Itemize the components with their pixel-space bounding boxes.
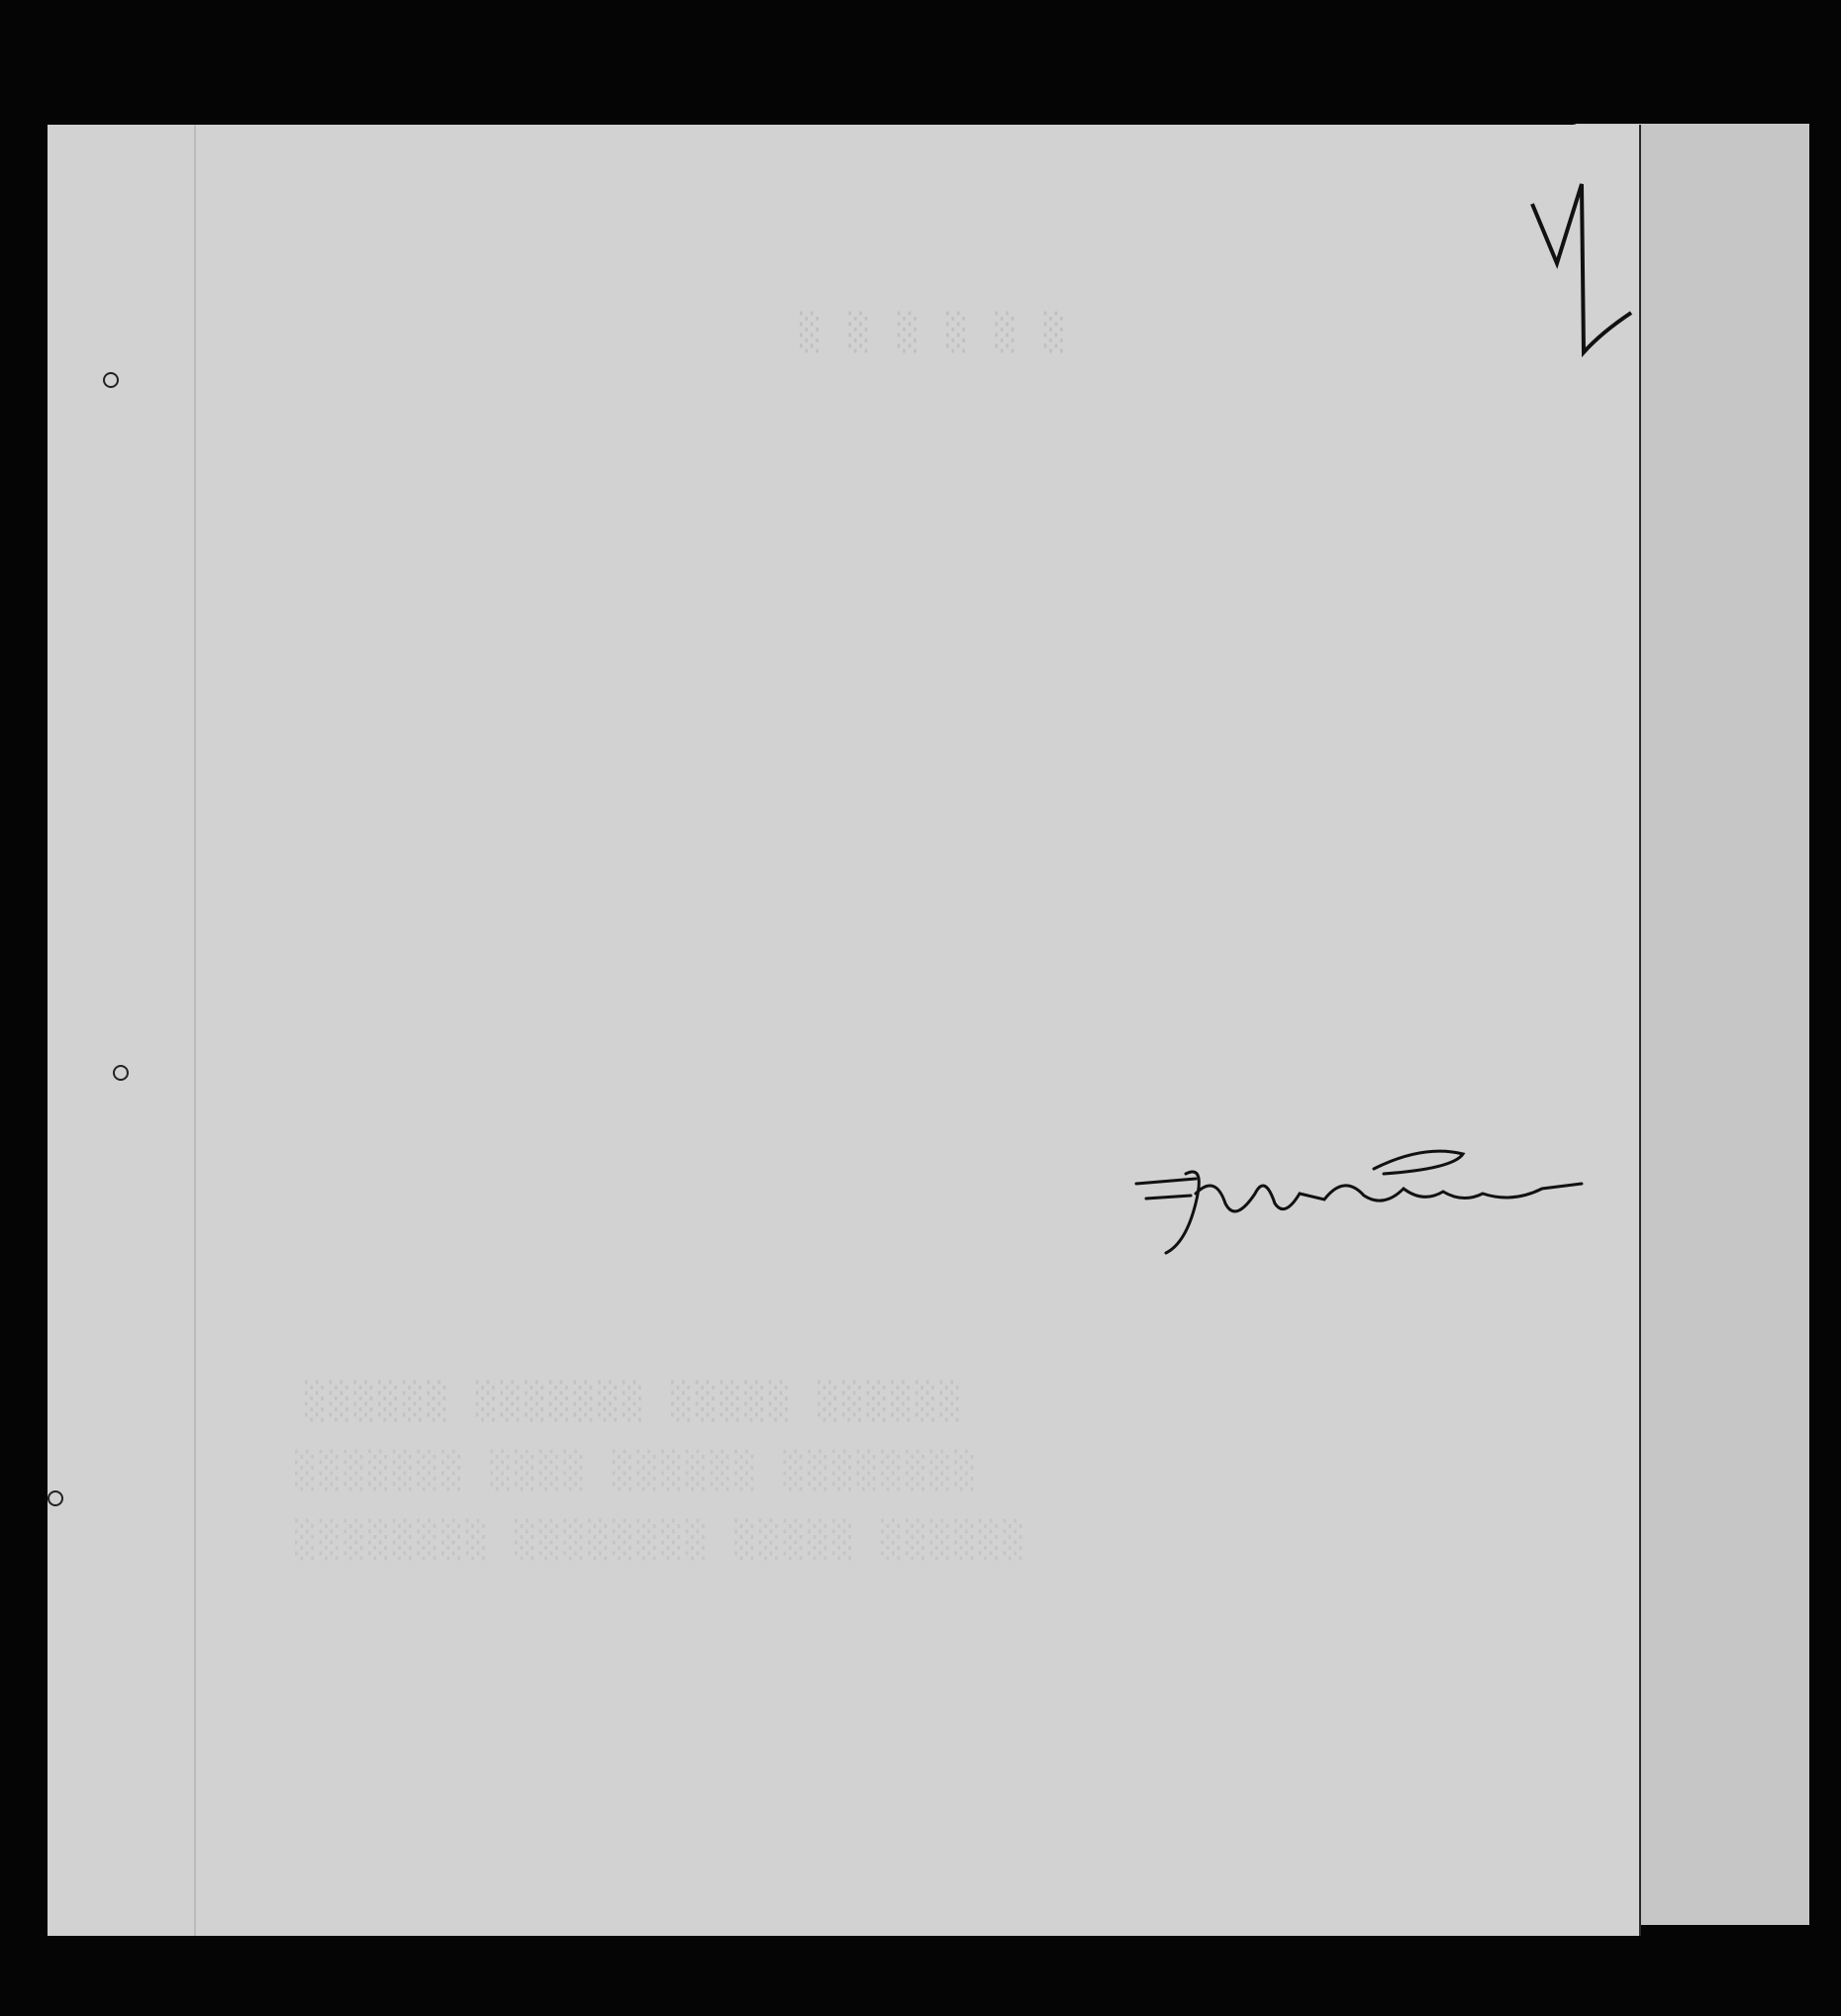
punch-mark: [48, 1490, 63, 1506]
punch-mark: [113, 1065, 129, 1081]
bleed-through-line: ░ ░ ░ ░ ░ ░: [800, 313, 1069, 353]
handwritten-signature: [1126, 1134, 1592, 1263]
handwritten-bracket-mark: [1512, 144, 1661, 372]
document-page: [48, 125, 1641, 1936]
bleed-through-line: ░░░░░░░░ ░░░░░░░░ ░░░░░ ░░░░░░: [295, 1520, 1028, 1561]
bleed-through-line: ░░░░░░ ░░░░░░░ ░░░░░ ░░░░░░: [305, 1382, 965, 1422]
page-fold-line: [194, 125, 196, 1936]
punch-mark: [103, 372, 119, 388]
bleed-through-line: ░░░░░░░ ░░░░ ░░░░░░ ░░░░░░░░: [295, 1451, 979, 1491]
